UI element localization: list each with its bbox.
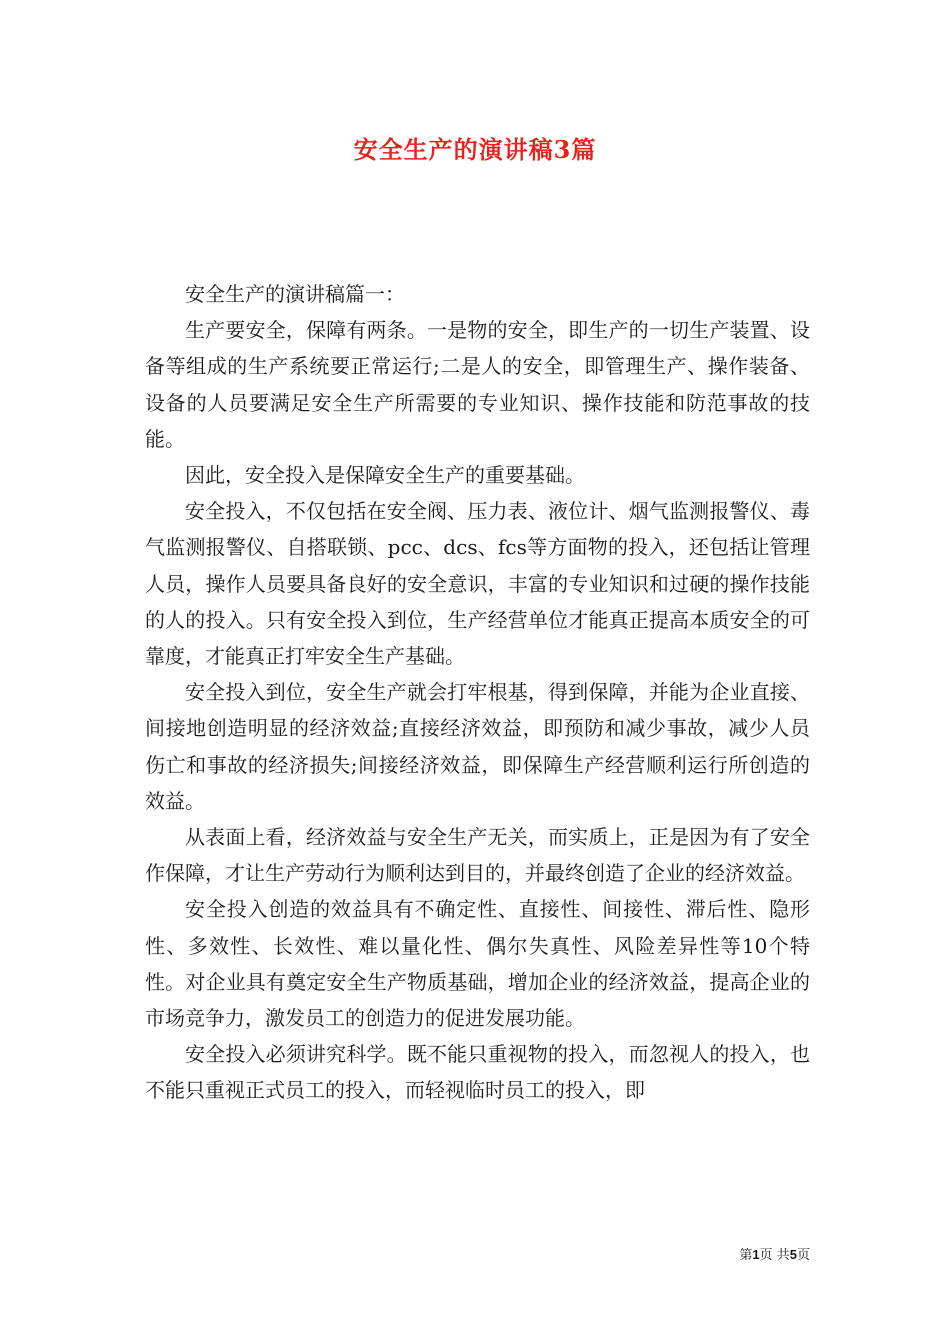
footer-prefix: 第 (739, 1248, 753, 1263)
paragraph: 安全投入，不仅包括在安全阀、压力表、液位计、烟气监测报警仪、毒气监测报警仪、自搭联锁、pcc、dcs、fcs等方面物的投入，还包括让管理人员，操作人员要具备良好的安全意识，丰富的专业知识和过硬的操作技能的人的投入。只有安全投入到位，生产经营单位才能真正提高本质安全的可靠度，才能真正打牢安全生产基础。 (145, 499, 810, 669)
document-title: 安全生产的演讲稿3篇 (353, 135, 597, 164)
current-page-number: 1 (752, 1247, 760, 1262)
paragraph: 安全生产的演讲稿篇一： (185, 282, 405, 306)
paragraph: 因此，安全投入是保障安全生产的重要基础。 (185, 463, 585, 488)
total-pages-number: 5 (789, 1247, 797, 1262)
footer-middle: 页 共 (759, 1248, 790, 1263)
paragraph: 从表面上看，经济效益与安全生产无关，而实质上，正是因为有了安全作保障，才让生产劳动行为顺利达到目的，并最终创造了企业的经济效益。 (145, 825, 810, 886)
paragraph: 安全投入创造的效益具有不确定性、直接性、间接性、滞后性、隐形性、多效性、长效性、难以量化性、偶尔失真性、风险差异性等10个特性。对企业具有奠定安全生产物质基础，增加企业的经济效益，提高企业的市场竞争力，激发员工的创造力的促进发展功能。 (145, 897, 810, 1031)
paragraph: 生产要安全，保障有两条。一是物的安全，即生产的一切生产装置、设备等组成的生产系统要正常运行;二是人的安全，即管理生产、操作装备、设备的人员要满足安全生产所需要的专业知识、操作技能和防范事故的技能。 (145, 318, 810, 451)
document-body (145, 276, 810, 1109)
paragraph: 安全投入必须讲究科学。既不能只重视物的投入，而忽视人的投入，也不能只重视正式员工的投入，而轻视临时员工的投入，即 (145, 1042, 810, 1103)
page-footer (660, 1244, 810, 1263)
paragraph: 安全投入到位，安全生产就会打牢根基，得到保障，并能为企业直接、间接地创造明显的经济效益;直接经济效益，即预防和减少事故，减少人员伤亡和事故的经济损失;间接经济效益，即保障生产经营顺利运行所创造的效益。 (145, 680, 810, 813)
footer-suffix: 页 (796, 1248, 810, 1263)
